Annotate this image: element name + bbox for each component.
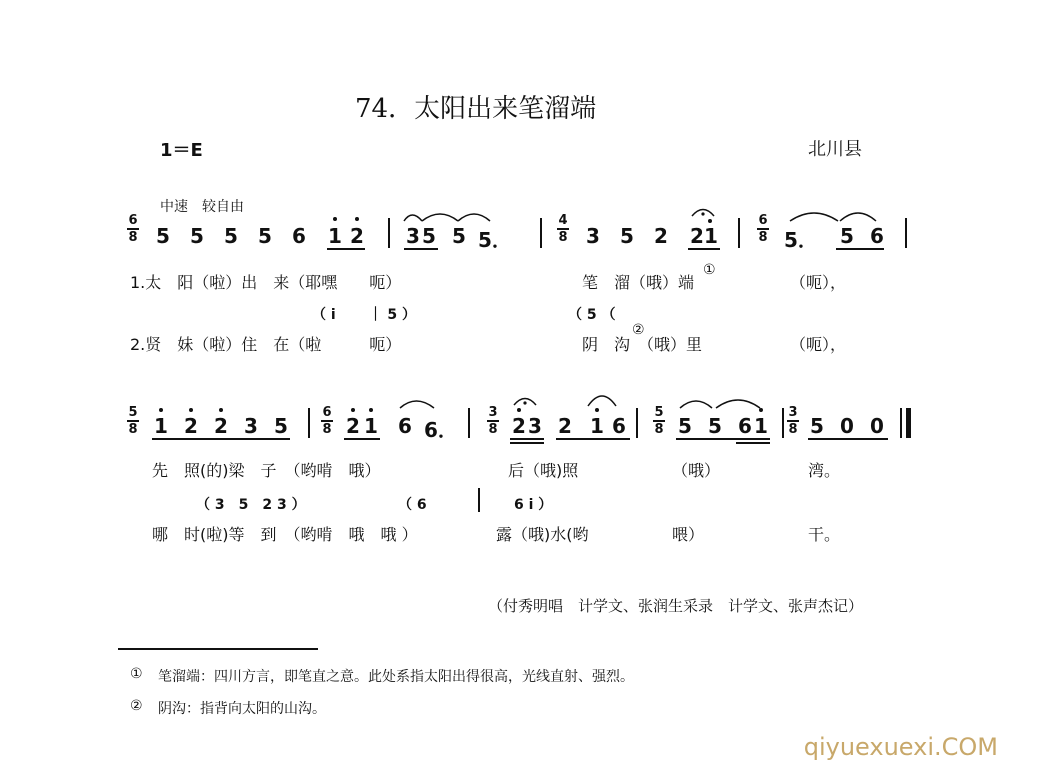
- fermata-icon: [510, 392, 540, 408]
- note: 2: [690, 224, 704, 248]
- note: 5: [452, 224, 466, 248]
- note: 3: [586, 224, 600, 248]
- credit-line: （付秀明唱 计学文、张润生采录 计学文、张声杰记）: [488, 597, 864, 615]
- high-octave-dot: [189, 408, 193, 412]
- note: 5: [258, 224, 272, 248]
- note: 5: [678, 414, 692, 438]
- note: 2: [350, 224, 364, 248]
- footnote-mark-1: ①: [703, 262, 716, 278]
- note: 6: [612, 414, 626, 438]
- tempo-marking: 中速 较自由: [160, 199, 244, 215]
- lyric-verse1-e: 后（哦)照: [508, 461, 579, 480]
- barline: [388, 218, 390, 248]
- note: 3: [406, 224, 420, 248]
- note: 5: [190, 224, 204, 248]
- lyric-verse2-f: 喂）: [672, 525, 705, 544]
- final-barline-thick: [906, 408, 911, 438]
- lyric-verse1-b: 笔 溜（哦）端: [582, 273, 695, 292]
- note: 1: [154, 414, 168, 438]
- underline-beam: [404, 248, 438, 250]
- footnote-divider: [118, 648, 318, 650]
- note: 5．: [478, 228, 512, 252]
- time-signature: 3 8: [788, 405, 798, 437]
- underline-beam: [510, 442, 544, 444]
- note: 5: [422, 224, 436, 248]
- time-signature: 6 8: [758, 213, 768, 245]
- song-title: 74．太阳出来笔溜端: [355, 94, 597, 124]
- footnote-1: 笔溜端：四川方言，即笔直之意。此处系指太阳出得很高，光线直射、强烈。: [158, 669, 634, 685]
- high-octave-dot: [369, 408, 373, 412]
- lyric-verse2-c: （呃），: [790, 335, 847, 354]
- lyric-verse2-d: 哪 时(啦)等 到 （哟啃 哦 哦 ）: [152, 525, 418, 544]
- note: 6: [738, 414, 752, 438]
- note: 6: [398, 414, 412, 438]
- note: 2: [558, 414, 572, 438]
- underline-beam: [327, 248, 365, 250]
- high-octave-dot: [159, 408, 163, 412]
- note: 5: [224, 224, 238, 248]
- note: 5: [620, 224, 634, 248]
- high-octave-dot: [351, 408, 355, 412]
- note: 3: [244, 414, 258, 438]
- slur-marks: [676, 392, 776, 412]
- watermark-logo: qiyuexuexi.COM: [803, 733, 998, 761]
- lyric-verse1-a: 1.太 阳（啦）出 来（耶嘿 呃）: [130, 273, 402, 292]
- note: 0: [840, 414, 854, 438]
- underline-beam: [836, 248, 884, 250]
- note: 1: [590, 414, 604, 438]
- note: 1: [364, 414, 378, 438]
- alt-notes-4: （ 6: [398, 497, 427, 513]
- time-signature: 5 8: [654, 405, 664, 437]
- time-signature: 6 8: [128, 213, 138, 245]
- lyric-verse1-g: 湾。: [808, 461, 841, 480]
- note: 1: [328, 224, 342, 248]
- alt-notes-1: （ i ｜ 5 ）: [312, 307, 417, 323]
- alt-notes-3: （ 3 5 2 3 ）: [196, 497, 306, 513]
- barline: [905, 218, 907, 248]
- time-signature: 4 8: [558, 213, 568, 245]
- high-octave-dot: [517, 408, 521, 412]
- high-octave-dot: [708, 219, 712, 223]
- note: 0: [870, 414, 884, 438]
- footnote-1-mark: ①: [130, 666, 143, 682]
- barline: [782, 408, 784, 438]
- alt-notes-2: （ 5 （: [568, 307, 616, 323]
- barline: [468, 408, 470, 438]
- lyric-verse1-c: （呃），: [790, 273, 847, 292]
- lyric-verse2-b: 阴 沟 （哦）里: [582, 335, 703, 354]
- note: 2: [512, 414, 526, 438]
- note: 5: [708, 414, 722, 438]
- note: 2: [184, 414, 198, 438]
- underline-beam: [736, 442, 770, 444]
- region-label: 北川县: [808, 139, 862, 160]
- barline: [308, 408, 310, 438]
- note: 2: [654, 224, 668, 248]
- lyric-verse2-a: 2.贤 妹（啦）住 在（啦 呃）: [130, 335, 402, 354]
- note: 2: [214, 414, 228, 438]
- barline: [636, 408, 638, 438]
- barline: [540, 218, 542, 248]
- underline-beam: [556, 438, 630, 440]
- note: 3: [528, 414, 542, 438]
- lyric-verse1-f: （哦）: [672, 461, 721, 480]
- note: 5: [274, 414, 288, 438]
- slur-mark: [584, 386, 620, 410]
- note: 5．: [784, 228, 818, 252]
- note: 6: [870, 224, 884, 248]
- lyric-verse1-d: 先 照(的)梁 子 （哟啃 哦）: [152, 461, 381, 480]
- alt-notes-5: 6 i ）: [514, 497, 553, 513]
- underline-beam: [344, 438, 380, 440]
- barline: [738, 218, 740, 248]
- underline-beam: [510, 438, 544, 440]
- key-signature: 1＝E: [160, 140, 203, 161]
- high-octave-dot: [355, 217, 359, 221]
- note: 1: [754, 414, 768, 438]
- note: 5: [156, 224, 170, 248]
- footnote-2-mark: ②: [130, 698, 143, 714]
- time-signature: 6 8: [322, 405, 332, 437]
- footnote-2: 阴沟：指背向太阳的山沟。: [158, 701, 326, 717]
- slur-marks: [786, 205, 886, 225]
- note: 5: [840, 224, 854, 248]
- fermata-icon: [688, 203, 718, 219]
- barline: [478, 488, 480, 512]
- note: 6: [292, 224, 306, 248]
- underline-beam: [676, 438, 770, 440]
- note: 2: [346, 414, 360, 438]
- time-signature: 5 8: [128, 405, 138, 437]
- underline-beam: [152, 438, 290, 440]
- note: 5: [810, 414, 824, 438]
- underline-beam: [808, 438, 888, 440]
- underline-beam: [688, 248, 720, 250]
- lyric-verse2-e: 露（哦)水(哟: [496, 525, 589, 544]
- final-barline-thin: [900, 408, 902, 438]
- note: 1: [704, 224, 718, 248]
- footnote-mark-2: ②: [632, 322, 645, 338]
- high-octave-dot: [333, 217, 337, 221]
- slur-marks: [400, 205, 500, 225]
- note: 6．: [424, 418, 458, 442]
- lyric-verse2-g: 干。: [808, 525, 841, 544]
- slur-mark: [396, 392, 446, 412]
- high-octave-dot: [219, 408, 223, 412]
- time-signature: 3 8: [488, 405, 498, 437]
